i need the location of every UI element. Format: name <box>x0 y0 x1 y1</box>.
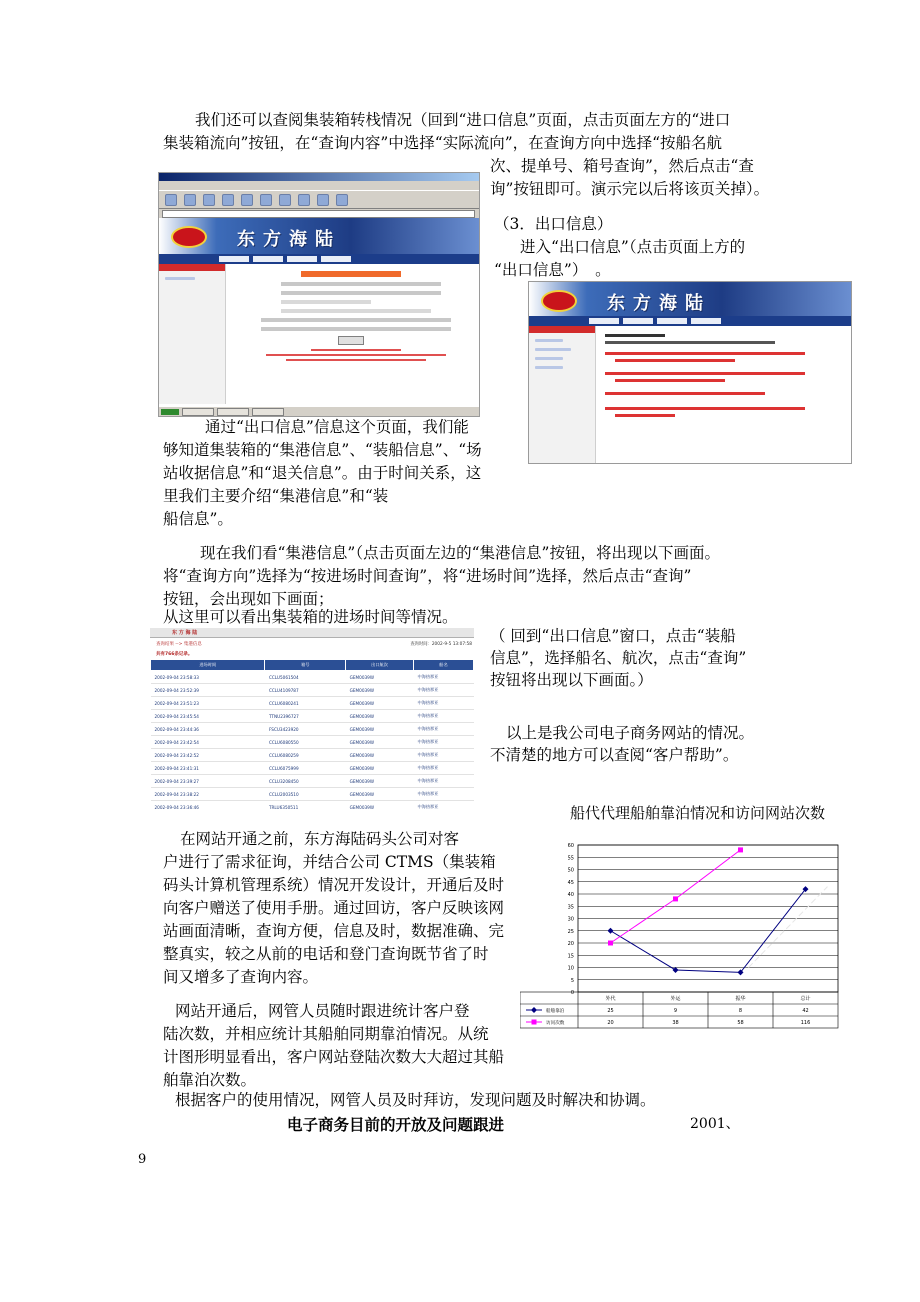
query-result-screenshot <box>150 628 474 810</box>
table-cell: 2002-09-04 23:51:23 <box>151 697 265 710</box>
table-cell: 2002-09-04 23:58:33 <box>151 671 265 684</box>
y-tick-label: 50 <box>567 867 574 874</box>
table-cell: 2002-09-04 23:38:22 <box>151 788 265 801</box>
table-value: 20 <box>607 1020 614 1026</box>
through-line-1: 通过“出口信息”信息这个页面，我们能 <box>205 418 469 436</box>
table-row <box>151 788 474 801</box>
table-row <box>151 697 474 710</box>
home-icon <box>241 194 253 206</box>
table-value: 8 <box>738 1008 743 1014</box>
intro-line-2: 集装箱流向”按钮，在“查询内容”中选择“实际流向”，在查询方向中选择“按船名航 <box>163 134 723 152</box>
table-cell: CCLU3208450 <box>265 775 346 788</box>
table-cell: GEM0039W <box>346 684 414 697</box>
table-cell: CCLU2003510 <box>265 788 346 801</box>
query-col-header: 船名 <box>413 660 473 671</box>
query-col-header: 箱号 <box>265 660 346 671</box>
back-line-1: （ 回到“出口信息”窗口，点击“装船 <box>490 627 736 645</box>
table-cell: GEM0039W <box>346 749 414 762</box>
query-table <box>150 659 474 810</box>
chart-title: 船代代理船舶靠泊情况和访问网站次数 <box>570 804 826 822</box>
data-point <box>738 847 743 852</box>
toolbar <box>159 190 479 209</box>
after-line-2: 陆次数，并相应统计其船舶同期靠泊情况。从统 <box>163 1025 489 1043</box>
search-icon <box>260 194 272 206</box>
table-cell: GEM0039W <box>346 710 414 723</box>
y-tick-label: 40 <box>567 892 574 898</box>
export-heading: （3．出口信息） <box>494 215 613 233</box>
intro-line-1: 我们还可以查阅集装箱转栈情况（回到“进口信息”页面，点击页面左方的“进口 <box>195 111 731 129</box>
above-line-1: 以上是我公司电子商务网站的情况。 <box>506 724 755 742</box>
above-line-2: 不清楚的地方可以查阅“客户帮助”。 <box>490 746 739 764</box>
intro-line-3: 次、提单号、箱号查询”，然后点击“查 <box>490 157 754 175</box>
address-bar <box>159 209 479 218</box>
through-line-2: 够知道集装箱的“集港信息”、“装船信息”、“场 <box>163 441 482 459</box>
export-line-2: “出口信息”） 。 <box>494 261 611 279</box>
brand-text: 东方海陆 <box>237 229 341 250</box>
table-cell: TRLU6350511 <box>265 801 346 811</box>
y-tick-label: 30 <box>567 916 574 923</box>
export-info-content <box>605 334 835 417</box>
table-row <box>151 736 474 749</box>
after-line-1: 网站开通后，网管人员随时跟进统计客户登 <box>175 1002 470 1020</box>
after-line-4: 舶靠泊次数。 <box>163 1071 257 1089</box>
berthing-visits-chart <box>520 835 840 1035</box>
table-row <box>151 710 474 723</box>
site-nav <box>159 254 479 264</box>
before-line-6: 整真实，较之从前的电话和登门查询既节省了时 <box>163 945 489 963</box>
table-row <box>151 749 474 762</box>
intro-line-4: 询”按钮即可。演示完以后将该页关掉）。 <box>490 180 770 198</box>
table-cell: 2002-09-04 23:44:36 <box>151 723 265 736</box>
brand-text-2: 东方海陆 <box>607 293 711 314</box>
y-tick-label: 45 <box>567 879 574 886</box>
table-cell: TTNU2396727 <box>265 710 346 723</box>
window-titlebar <box>159 173 479 181</box>
usage-line: 根据客户的使用情况，网管人员及时拜访，发现问题及时解决和协调。 <box>175 1091 656 1109</box>
table-value: 116 <box>800 1020 811 1026</box>
table-value: 38 <box>672 1020 679 1026</box>
table-cell: GEM0039W <box>346 671 414 684</box>
table-cell: 中海热那亚 <box>413 762 473 775</box>
y-tick-label: 35 <box>567 904 574 911</box>
table-row <box>151 684 474 697</box>
site-nav-2 <box>529 316 851 326</box>
query-breadcrumb: 查询结果 --> 集港信息 <box>156 642 202 647</box>
y-tick-label: 60 <box>567 843 574 849</box>
table-cell: 中海热那亚 <box>413 736 473 749</box>
year-text: 2001、 <box>690 1116 740 1132</box>
table-row <box>151 723 474 736</box>
left-menu <box>159 264 226 404</box>
table-cell: 中海热那亚 <box>413 788 473 801</box>
table-row <box>151 762 474 775</box>
x-tick-label: 振华 <box>735 996 746 1002</box>
table-value: 42 <box>802 1008 809 1014</box>
table-cell: 2002-09-04 23:42:54 <box>151 736 265 749</box>
menu-bar <box>159 181 479 190</box>
y-tick-label: 10 <box>567 965 574 972</box>
csxot-logo-icon <box>171 226 207 248</box>
x-tick-label: 外代 <box>605 996 616 1002</box>
mail-icon <box>317 194 329 206</box>
after-line-3: 计图形明显看出，客户网站登陆次数大大超过其船 <box>163 1048 505 1066</box>
through-line-5: 船信息”。 <box>163 510 233 528</box>
before-line-2: 户进行了需求征询，并结合公司 CTMS（集装箱 <box>163 853 496 871</box>
table-cell: GEM0039W <box>346 788 414 801</box>
table-row <box>151 801 474 811</box>
query-col-header: 出口航次 <box>346 660 414 671</box>
windows-taskbar <box>159 406 479 416</box>
table-cell: GEM0039W <box>346 762 414 775</box>
y-tick-label: 15 <box>567 953 574 960</box>
legend-label: 访问次数 <box>546 1021 565 1026</box>
stop-icon <box>203 194 215 206</box>
legend-label: 船舶靠泊 <box>546 1009 565 1014</box>
favorites-icon <box>279 194 291 206</box>
table-value: 58 <box>737 1020 744 1026</box>
table-row <box>151 671 474 684</box>
back-line-2: 信息”，选择船名、航次，点击“查询” <box>490 649 747 667</box>
through-line-4: 里我们主要介绍“集港信息”和“装 <box>163 487 389 505</box>
table-cell: 中海热那亚 <box>413 710 473 723</box>
export-line-1: 进入“出口信息”（点击页面上方的 <box>520 238 746 256</box>
table-value: 25 <box>607 1008 614 1014</box>
export-info-screenshot <box>528 281 852 464</box>
print-icon <box>336 194 348 206</box>
section-title: 电子商务目前的开放及问题跟进 <box>287 1115 505 1134</box>
table-cell: CCLU6080550 <box>265 736 346 749</box>
now-line-4: 从这里可以看出集装箱的进场时间等情况。 <box>163 608 458 626</box>
now-line-1: 现在我们看“集港信息”（点击页面左边的“集港信息”按钮，将出现以下画面。 <box>200 544 720 562</box>
table-cell: 中海热那亚 <box>413 671 473 684</box>
table-cell: 2002-09-04 23:39:27 <box>151 775 265 788</box>
y-tick-label: 5 <box>570 977 574 984</box>
now-line-2: 将“查询方向”选择为“按进场时间查询”，将“进场时间”选择，然后点击“查询” <box>163 567 692 585</box>
site-banner <box>159 218 479 254</box>
table-cell: 2002-09-04 23:45:54 <box>151 710 265 723</box>
table-cell: 2002-09-04 23:36:46 <box>151 801 265 811</box>
back-icon <box>165 194 177 206</box>
table-cell: FSCU3423920 <box>265 723 346 736</box>
data-point <box>608 941 613 946</box>
site-banner-2 <box>529 282 851 316</box>
y-tick-label: 0 <box>570 990 574 996</box>
table-cell: 中海热那亚 <box>413 801 473 811</box>
page-number: 9 <box>138 1152 147 1167</box>
left-menu-2 <box>529 326 596 463</box>
csxot-logo-icon <box>541 290 577 312</box>
query-banner-text: 东 方 海 陆 <box>172 630 198 636</box>
data-point <box>673 896 678 901</box>
before-line-3: 码头计算机管理系统）情况开发设计，开通后及时 <box>163 876 505 894</box>
table-cell: 中海热那亚 <box>413 749 473 762</box>
ie-import-screenshot <box>158 172 480 417</box>
table-cell: GEM0039W <box>346 736 414 749</box>
legend-marker <box>532 1020 537 1025</box>
table-cell: CCLU6080259 <box>265 749 346 762</box>
x-tick-label: 外运 <box>670 996 681 1002</box>
table-value: 9 <box>673 1008 678 1014</box>
through-line-3: 站收据信息”和“退关信息”。由于时间关系，这 <box>163 464 482 482</box>
table-cell: CCLU5061504 <box>265 671 346 684</box>
before-line-4: 向客户赠送了使用手册。通过回访，客户反映该网 <box>163 899 505 917</box>
table-cell: 2002-09-04 23:41:31 <box>151 762 265 775</box>
query-col-header: 进场时间 <box>151 660 265 671</box>
table-cell: 中海热那亚 <box>413 684 473 697</box>
table-cell: 中海热那亚 <box>413 775 473 788</box>
table-cell: CCLU6075999 <box>265 762 346 775</box>
y-tick-label: 20 <box>567 941 574 947</box>
table-cell: GEM0039W <box>346 697 414 710</box>
table-cell: 中海热那亚 <box>413 697 473 710</box>
forward-icon <box>184 194 196 206</box>
table-cell: GEM0039W <box>346 775 414 788</box>
table-cell: GEM0039W <box>346 723 414 736</box>
table-cell: CCLU4109787 <box>265 684 346 697</box>
before-line-1: 在网站开通之前，东方海陆码头公司对客 <box>180 830 460 848</box>
before-line-7: 间又增多了查询内容。 <box>163 968 319 986</box>
y-tick-label: 55 <box>567 855 574 862</box>
x-tick-label: 总计 <box>800 996 811 1002</box>
refresh-icon <box>222 194 234 206</box>
table-cell: 2002-09-04 23:42:52 <box>151 749 265 762</box>
table-row <box>151 775 474 788</box>
legend-marker <box>531 1007 537 1013</box>
table-cell: GEM0039W <box>346 801 414 811</box>
before-line-5: 站画面清晰，查询方便，信息及时，数据准确、完 <box>163 922 505 940</box>
y-tick-label: 25 <box>567 928 574 935</box>
history-icon <box>298 194 310 206</box>
query-form <box>241 271 461 364</box>
now-line-3: 按钮，会出现如下画面； <box>163 590 334 608</box>
query-time: 查询时间：2002-9-5 13:07:58 <box>410 642 472 647</box>
table-cell: 2002-09-04 23:52:39 <box>151 684 265 697</box>
query-count: 共有766条记录。 <box>156 652 193 657</box>
table-cell: 中海热那亚 <box>413 723 473 736</box>
table-cell: CCLU6080241 <box>265 697 346 710</box>
back-line-3: 按钮将出现以下画面。） <box>490 671 653 689</box>
